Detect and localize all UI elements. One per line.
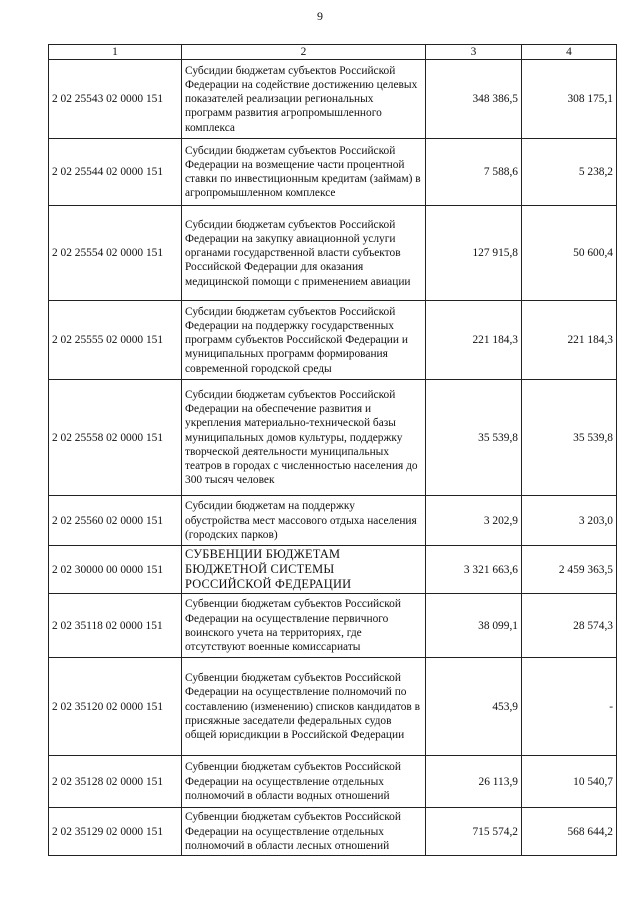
item-description: Субвенции бюджетам субъектов Российской Федерации на осуществление отдельных полномочий в области водных отношений bbox=[182, 756, 426, 808]
item-description: Субсидии бюджетам субъектов Российской Федерации на поддержку государственных программ субъектов Российской Федерации и муниципальных программ формирования современной городской среды bbox=[182, 301, 426, 380]
amount-col-4: 2 459 363,5 bbox=[522, 546, 617, 594]
amount-col-4: 221 184,3 bbox=[522, 301, 617, 380]
item-description: Субвенции бюджетам субъектов Российской Федерации на осуществление первичного воинского учета на территориях, где отсутствуют военные комиссариаты bbox=[182, 594, 426, 658]
amount-col-3: 3 202,9 bbox=[426, 496, 522, 546]
amount-col-3: 715 574,2 bbox=[426, 808, 522, 856]
column-header-3: 3 bbox=[426, 45, 522, 60]
amount-col-4: 50 600,4 bbox=[522, 206, 617, 301]
budget-code: 2 02 35120 02 0000 151 bbox=[49, 658, 182, 756]
table-row bbox=[49, 301, 617, 380]
amount-col-3: 221 184,3 bbox=[426, 301, 522, 380]
amount-col-3: 7 588,6 bbox=[426, 139, 522, 206]
amount-col-3: 38 099,1 bbox=[426, 594, 522, 658]
amount-col-4: 10 540,7 bbox=[522, 756, 617, 808]
amount-col-3: 3 321 663,6 bbox=[426, 546, 522, 594]
item-description: Субсидии бюджетам субъектов Российской Федерации на возмещение части процентной ставки по инвестиционным кредитам (займам) в агропромышленном комплексе bbox=[182, 139, 426, 206]
budget-code: 2 02 30000 00 0000 151 bbox=[49, 546, 182, 594]
budget-table bbox=[48, 44, 617, 856]
amount-col-4: 5 238,2 bbox=[522, 139, 617, 206]
table-row bbox=[49, 380, 617, 496]
amount-col-3: 26 113,9 bbox=[426, 756, 522, 808]
budget-code: 2 02 25554 02 0000 151 bbox=[49, 206, 182, 301]
item-description: Субсидии бюджетам субъектов Российской Федерации на закупку авиационной услуги органами государственной власти субъектов Российской Федерации для оказания медицинской помощи с применением авиации bbox=[182, 206, 426, 301]
item-description: Субсидии бюджетам на поддержку обустройства мест массового отдыха населения (городских парков) bbox=[182, 496, 426, 546]
amount-col-4: 35 539,8 bbox=[522, 380, 617, 496]
table-header-row bbox=[49, 45, 617, 60]
table-row bbox=[49, 546, 617, 594]
item-description: Субсидии бюджетам субъектов Российской Федерации на обеспечение развития и укрепления материально-технической базы муниципальных домов культуры, поддержку творческой деятельности муниципальных театров в городах с численностью населения до 300 тысяч человек bbox=[182, 380, 426, 496]
table-row bbox=[49, 594, 617, 658]
budget-code: 2 02 35128 02 0000 151 bbox=[49, 756, 182, 808]
amount-col-3: 348 386,5 bbox=[426, 60, 522, 139]
amount-col-4: 3 203,0 bbox=[522, 496, 617, 546]
amount-col-4: 568 644,2 bbox=[522, 808, 617, 856]
column-header-1: 1 bbox=[49, 45, 182, 60]
table-row bbox=[49, 658, 617, 756]
amount-col-4: 28 574,3 bbox=[522, 594, 617, 658]
budget-code: 2 02 25558 02 0000 151 bbox=[49, 380, 182, 496]
item-description: Субсидии бюджетам субъектов Российской Федерации на содействие достижению целевых показателей реализации региональных программ развития агропромышленного комплекса bbox=[182, 60, 426, 139]
table-row bbox=[49, 206, 617, 301]
budget-code: 2 02 25543 02 0000 151 bbox=[49, 60, 182, 139]
amount-col-4: - bbox=[522, 658, 617, 756]
item-description: Субвенции бюджетам субъектов Российской Федерации на осуществление отдельных полномочий в области лесных отношений bbox=[182, 808, 426, 856]
amount-col-3: 35 539,8 bbox=[426, 380, 522, 496]
table-row bbox=[49, 756, 617, 808]
table-row bbox=[49, 139, 617, 206]
item-description: СУБВЕНЦИИ БЮДЖЕТАМ БЮДЖЕТНОЙ СИСТЕМЫ РОССИЙСКОЙ ФЕДЕРАЦИИ bbox=[182, 546, 426, 594]
budget-code: 2 02 35129 02 0000 151 bbox=[49, 808, 182, 856]
amount-col-4: 308 175,1 bbox=[522, 60, 617, 139]
column-header-2: 2 bbox=[182, 45, 426, 60]
amount-col-3: 127 915,8 bbox=[426, 206, 522, 301]
table-row bbox=[49, 808, 617, 856]
table-row bbox=[49, 60, 617, 139]
table-row bbox=[49, 496, 617, 546]
budget-code: 2 02 35118 02 0000 151 bbox=[49, 594, 182, 658]
item-description: Субвенции бюджетам субъектов Российской Федерации на осуществление полномочий по составлению (изменению) списков кандидатов в присяжные заседатели федеральных судов общей юрисдикции в Российской Федерации bbox=[182, 658, 426, 756]
budget-code: 2 02 25560 02 0000 151 bbox=[49, 496, 182, 546]
column-header-4: 4 bbox=[522, 45, 617, 60]
budget-code: 2 02 25544 02 0000 151 bbox=[49, 139, 182, 206]
budget-code: 2 02 25555 02 0000 151 bbox=[49, 301, 182, 380]
amount-col-3: 453,9 bbox=[426, 658, 522, 756]
page-number: 9 bbox=[317, 9, 323, 23]
